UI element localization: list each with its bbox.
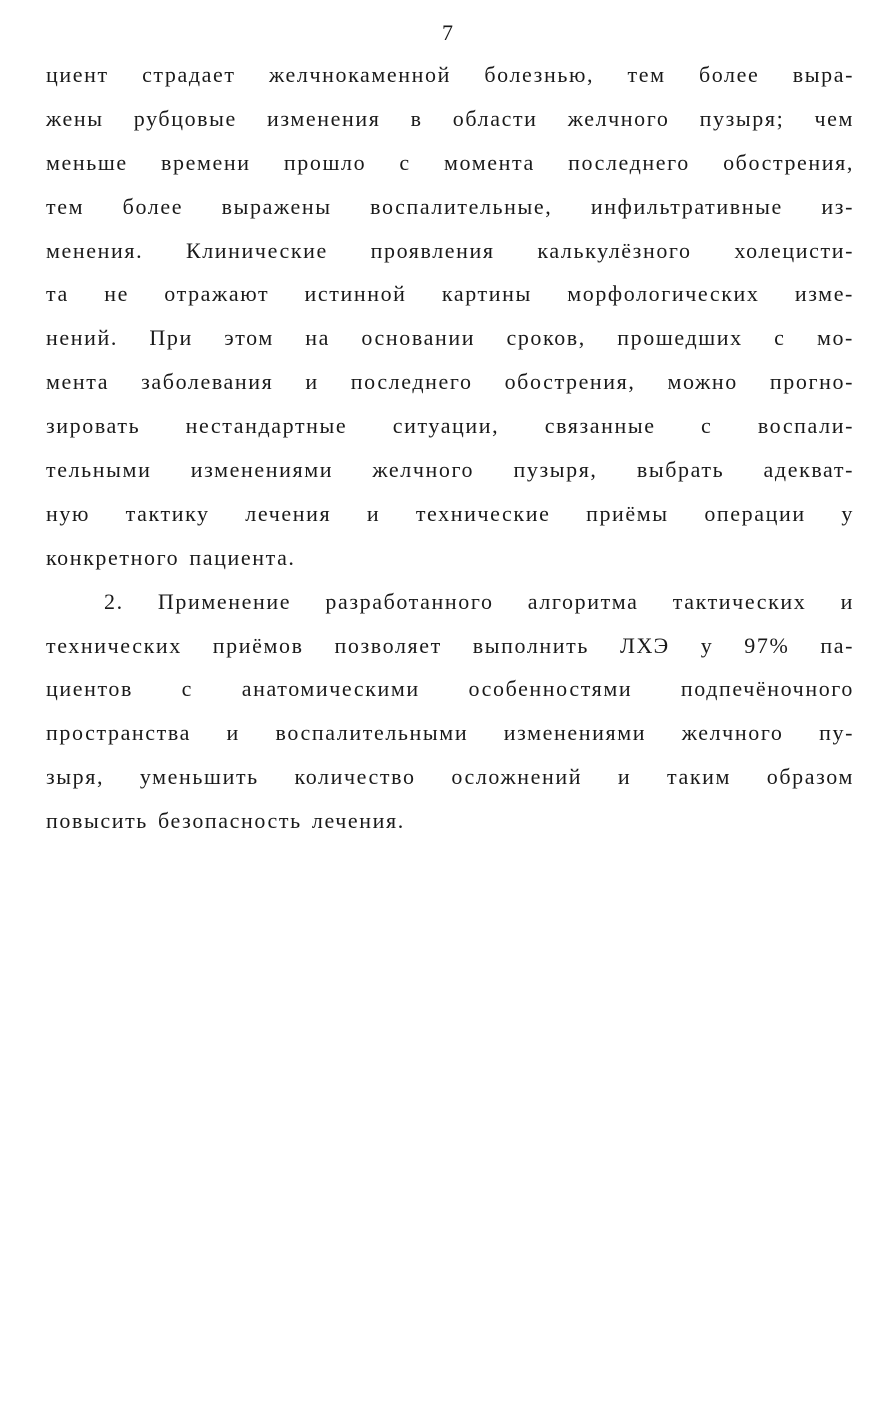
text-line: меньше времени прошло с момента последнего обострения, (46, 149, 854, 175)
page-number: 7 (442, 20, 453, 45)
body-text (46, 53, 854, 843)
text-line: жены рубцовые изменения в области желчного пузыря; чем (46, 105, 854, 131)
text-line: тельными изменениями желчного пузыря, выбрать адекват- (46, 457, 854, 483)
text-line: технических приёмов позволяет выполнить ЛХЭ у 97% па- (46, 632, 854, 658)
text-line: зировать нестандартные ситуации, связанные с воспали- (46, 413, 854, 439)
text-line: зыря, уменьшить количество осложнений и таким образом (46, 764, 854, 790)
text-line: та не отражают истинной картины морфологических изме- (46, 281, 854, 307)
text-line: тем более выражены воспалительные, инфильтративные из- (46, 193, 854, 219)
numbered-item-start-line: 2. Применение разработанного алгоритма тактических и (104, 588, 854, 614)
text-line: пространства и воспалительными изменениями желчного пу- (46, 720, 854, 746)
text-line: циент страдает желчнокаменной болезнью, тем более выра- (46, 62, 854, 87)
text-line: менения. Клинические проявления калькулёзного холецисти- (46, 237, 854, 263)
text-line: нений. При этом на основании сроков, прошедших с мо- (46, 325, 854, 351)
paragraph-end-line: повысить безопасность лечения. (46, 808, 405, 834)
paragraph-end-line: конкретного пациента. (46, 544, 296, 570)
text-line: мента заболевания и последнего обострения, можно прогно- (46, 369, 854, 395)
text-line: ную тактику лечения и технические приёмы операции у (46, 500, 854, 526)
text-line: циентов с анатомическими особенностями подпечёночного (46, 676, 854, 702)
